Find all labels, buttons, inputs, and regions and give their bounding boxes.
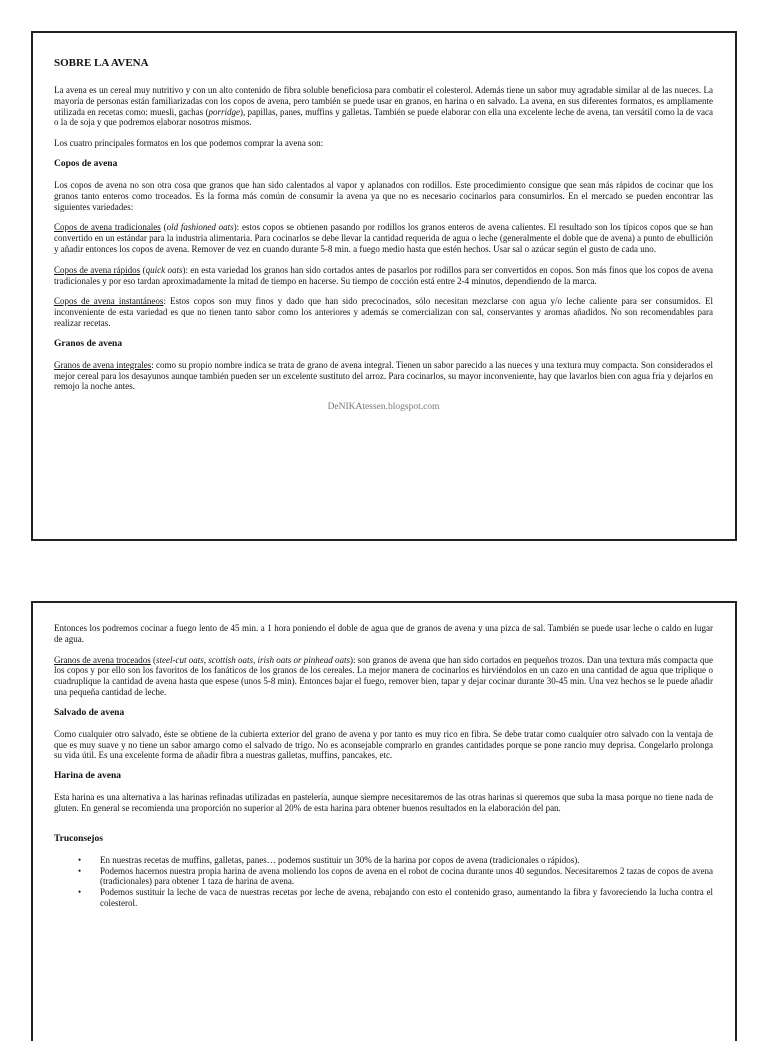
section-heading-copos: Copos de avena <box>54 158 118 169</box>
formats-intro-paragraph: Los cuatro principales formatos en los que podemos comprar la avena son: <box>54 138 324 149</box>
salvado-paragraph: Como cualquier otro salvado, éste se obtiene de la cubierta exterior del grano de avena y por tanto es muy rico en fibra. Se debe tratar como cualquier otro salvado con la ventaja de que es muy suave y no tiene un sabor amargo como el salvado de trigo. No es aconsejable comprarlo en grandes cantidades porque se pone rancio muy deprisa. Congelarlo prolonga su vida útil. Es una excelente forma de añadir fibra a nuestras galletas, muffins, pancakes, etc. <box>54 728 713 761</box>
document-page-1 <box>31 31 737 541</box>
granos-troceados-text: ): son granos de avena que han sido cortados en pequeños trozos. Dan una textura más compacta que los copos y por ello son los favoritos de los fanáticos de los granos de los cereales. La mejor manera de cocinarlos es hirviéndolos en un cazo en una cantidad de agua que triplique o cuadruplique la cantidad de avena hasta que espese (unos 5-8 min). Entonces bajar el fuego, remover bien, tapar y dejar cocinar durante 30-45 min. Una vez hechos se le puede añadir una pequeña cantidad de leche. <box>54 654 714 697</box>
italic-old-fashioned-oats: old fashioned oats <box>166 222 234 233</box>
granos-integrales-paragraph <box>54 360 713 392</box>
term-granos-integrales: Granos de avena integrales <box>54 359 152 370</box>
term-copos-instantaneos: Copos de avena instantáneos <box>54 296 164 307</box>
italic-steel-cut-oats: steel-cut oats, scottish oats, irish oats or pinhead oats <box>156 654 351 665</box>
tip-text: Podemos hacernos nuestra propia harina de avena moliendo los copos de avena en el robot de cocina durante unos 40 segundos. Necesitaremos 2 tazas de copos de avena (tradicionales) para obtener 1 taza de harina de avena. <box>100 865 713 887</box>
copos-tradicionales-paragraph <box>54 222 713 254</box>
paren-open: ( <box>160 222 167 233</box>
copos-instantaneos-paragraph <box>54 296 713 328</box>
harina-paragraph: Esta harina es una alternativa a las harinas refinadas utilizadas en pastelería, aunque siempre necesitaremos de las otras harinas si queremos que suba la masa porque no tiene nada de gluten. En general se recomienda una proporción no superior al 20% de esta harina para obtener buenos resultados en la elaboración del pan. <box>54 792 713 813</box>
copos-instantaneos-text: : Estos copos son muy finos y dado que han sido precocinados, sólo necesitan mezclarse con agua y/o leche caliente para ser consumidos. El inconveniente de esta variedad es que no tienen tanto sabor como los anteriores y además se comercializan con sal, conservantes y aromas añadidos. No son recomendables para realizar recetas. <box>54 296 713 328</box>
document-title: SOBRE LA AVENA <box>54 57 149 69</box>
continuation-paragraph: Entonces los podremos cocinar a fuego lento de 45 min. a 1 hora poniendo el doble de agua que de granos de avena y una pizca de sal. También se puede usar leche o caldo en lugar de agua. <box>54 623 713 644</box>
copos-rapidos-text: ): en esta variedad los granos han sido cortados antes de pasarlos por rodillos para ser convertidos en copos. Son más finos que los copos de avena tradicionales y por eso tardan aproximadamente la mitad de tiempo en hacerse. Su tiempo de cocción está entre 2-4 minutos, dependiendo de la marca. <box>54 264 714 286</box>
intro-italic-porridge: porridge <box>208 106 240 117</box>
copos-tradicionales-text: ): estos copos se obtienen pasando por rodillos los granos enteros de avena calientes. El resultado son los típicos copos que se han convertido en un estándar para la industria alimentaria. Para cocinarlos se debe llevar la cantidad requerida de agua o leche (generalmente el doble que de avena) a punto de ebullición y añadir entonces los copos de avena. Remover de vez en cuando durante 5-8 min. a fuego medio hasta que estén hechos. Usar sal o azúcar según el gusto de cada uno. <box>54 222 713 254</box>
term-copos-tradicionales: Copos de avena tradicionales <box>54 222 161 233</box>
list-item <box>78 865 713 888</box>
copos-intro-paragraph: Los copos de avena no son otra cosa que granos que han sido calentados al vapor y aplanados con rodillos. Este procedimiento consigue que sean más rápidos de cocinar que los granos tanto enteros como troceados. Es la forma más común de consumir la avena ya que no es necesario cocinarlos para consumirlos. En el mercado se pueden encontrar las siguientes variedades: <box>54 179 713 212</box>
section-heading-granos: Granos de avena <box>54 338 123 349</box>
tip-text: En nuestras recetas de muffins, galletas, panes… podemos sustituir un 30% de la harina por copos de avena (tradicionales o rápidos). <box>100 854 580 865</box>
term-granos-troceados: Granos de avena troceados <box>54 654 151 665</box>
granos-troceados-paragraph <box>54 655 713 698</box>
section-heading-truconsejos: Truconsejos <box>54 833 103 844</box>
document-page-2 <box>31 601 737 1041</box>
list-item <box>78 854 713 866</box>
granos-integrales-text: : como su propio nombre indica se trata de grano de avena integral. Tienen un sabor parecido a las nueces y una textura muy compacta. Son considerados el mejor cereal para los desayunos aunque también pueden ser un excelente sustituto del arroz. Para cocinarlos, su mayor inconveniente, hay que lavarlos bien con agua fría y dejarlos en remojo la noche antes. <box>54 359 713 392</box>
paren-open: ( <box>140 264 146 275</box>
list-item <box>78 887 713 909</box>
section-heading-salvado: Salvado de avena <box>54 707 125 718</box>
intro-text-a: La avena es un cereal muy nutritivo y con un alto contenido de fibra soluble beneficiosa para combatir el colesterol. Además tiene un sabor muy agradable similar al de las nueces. La mayoría de personas están familiarizadas con los copos de avena, pero también se puede usar en granos, en harina o en salvado. La avena, en sus diferentes formatos, es ampliamente utilizada en recetas como: muesli, gachas ( <box>54 85 713 117</box>
section-heading-harina: Harina de avena <box>54 771 122 782</box>
bullet-icon: • <box>78 887 82 898</box>
term-copos-rapidos: Copos de avena rápidos <box>54 264 141 275</box>
copos-rapidos-paragraph <box>54 265 713 287</box>
paren-open: ( <box>150 654 156 665</box>
page-footer-url: DeNIKAtessen.blogspot.com <box>327 402 440 413</box>
bullet-icon: • <box>78 854 82 865</box>
tips-list <box>54 855 713 909</box>
italic-quick-oats: quick oats <box>145 264 183 275</box>
intro-paragraph <box>54 85 713 128</box>
bullet-icon: • <box>78 865 82 876</box>
tip-text: Podemos sustituir la leche de vaca de nuestras recetas por leche de avena, rebajando con esto el contenido graso, aumentando la fibra y favoreciendo la lucha contra el colesterol. <box>100 887 713 908</box>
intro-text-b: ), papillas, panes, muffins y galletas. También se puede elaborar con ella una excelente leche de avena, tan versátil como la de vaca o la de soja y que podremos elaborar nosotros mismos. <box>54 106 713 128</box>
